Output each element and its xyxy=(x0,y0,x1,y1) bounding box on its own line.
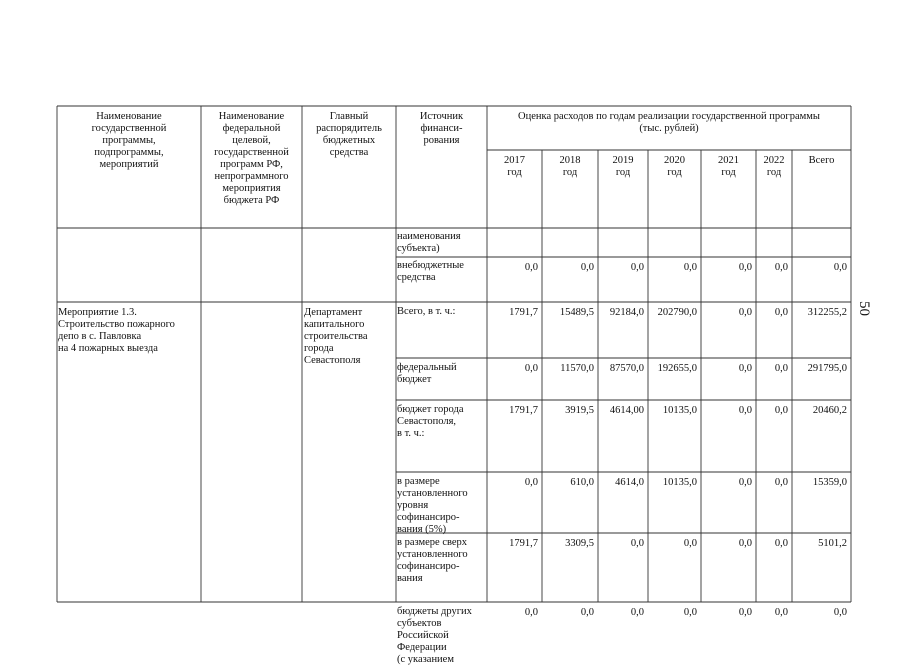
source-cell-line: бюджеты других xyxy=(397,606,472,617)
measure-name xyxy=(58,307,200,355)
measure-manager-line: Севастополя xyxy=(304,355,361,366)
source-cell-line: уровня xyxy=(397,500,429,511)
page-number: 50 xyxy=(856,301,872,316)
table-cell-value: 0,0 xyxy=(774,405,788,416)
header-year-5-line: 2022 xyxy=(763,155,785,166)
table-cell-value: 0,0 xyxy=(683,262,697,273)
table-cell-value: 291795,0 xyxy=(807,363,847,374)
measure-manager-line: города xyxy=(304,343,334,354)
table-cell-value: 0,0 xyxy=(774,363,788,374)
source-cell xyxy=(397,231,486,255)
measure-name-line: Строительство пожарного xyxy=(58,319,175,330)
measure-manager-line: капитального xyxy=(304,319,365,330)
header-federal-program-line: мероприятия xyxy=(222,183,281,194)
table-cell-value: 0,0 xyxy=(630,262,644,273)
source-cell xyxy=(397,306,486,318)
source-cell-line: вания xyxy=(397,573,423,584)
measure-name-line: депо в с. Павловка xyxy=(58,331,142,342)
header-manager xyxy=(302,111,396,159)
table-cell-value: 10135,0 xyxy=(662,477,697,488)
table-cell-value: 0,0 xyxy=(524,477,538,488)
table-cell-value: 0,0 xyxy=(833,262,847,273)
header-year-0-line: год xyxy=(507,167,522,178)
source-cell-line: вания (5%) xyxy=(397,524,447,535)
table-cell-value: 0,0 xyxy=(774,538,788,549)
header-year-2-line: год xyxy=(615,167,631,178)
header-source xyxy=(396,111,487,147)
table-cell-value: 1791,7 xyxy=(509,538,538,549)
source-cell-line: софинансиро- xyxy=(397,561,460,572)
source-cell-line: средства xyxy=(397,272,436,283)
header-year-6 xyxy=(792,155,851,167)
header-year-3 xyxy=(648,155,701,179)
header-estimate xyxy=(487,111,851,135)
source-cell-line: Всего, в т. ч.: xyxy=(397,306,456,317)
source-cell xyxy=(397,260,486,284)
source-cell-line: в т. ч.: xyxy=(397,428,425,439)
table-cell-value: 0,0 xyxy=(774,477,788,488)
header-federal-program-line: федеральной xyxy=(222,123,281,134)
source-cell-line: в размере xyxy=(397,476,440,487)
table-cell-value: 0,0 xyxy=(738,307,752,318)
header-estimate-line: (тыс. рублей) xyxy=(639,123,699,134)
source-cell-line: бюджет города xyxy=(397,404,464,415)
table-cell-value: 4614,0 xyxy=(615,477,644,488)
source-cell xyxy=(397,476,486,536)
source-cell-line: внебюджетные xyxy=(397,260,464,271)
header-year-3-line: год xyxy=(667,167,682,178)
measure-manager xyxy=(304,307,394,367)
table-cell-value: 0,0 xyxy=(833,607,847,618)
table-cell-value: 0,0 xyxy=(580,262,594,273)
table-cell-value: 4614,00 xyxy=(609,405,644,416)
header-year-2-line: 2019 xyxy=(612,155,634,166)
header-federal-program-line: государственной xyxy=(214,147,289,158)
header-year-0 xyxy=(487,155,542,179)
source-cell-line: федеральный xyxy=(397,362,457,373)
header-federal-program-line: программ РФ, xyxy=(220,159,283,170)
header-year-6-line: Всего xyxy=(808,155,835,166)
table-cell-value: 0,0 xyxy=(774,262,788,273)
source-cell xyxy=(397,606,486,666)
header-federal-program-line: бюджета РФ xyxy=(223,195,280,206)
table-cell-value: 0,0 xyxy=(738,607,752,618)
table-cell-value: 202790,0 xyxy=(657,307,697,318)
header-source-line: финанси- xyxy=(420,123,463,134)
header-program-name-line: программы, xyxy=(102,135,156,146)
source-cell-line: (с указанием xyxy=(397,654,454,665)
source-cell-line: бюджет xyxy=(397,374,432,385)
header-source-line: рования xyxy=(423,135,460,146)
header-year-1-line: 2018 xyxy=(559,155,581,166)
table-cell-value: 0,0 xyxy=(683,607,697,618)
table-cell-value: 0,0 xyxy=(524,607,538,618)
header-federal-program-line: целевой, xyxy=(232,135,271,146)
table-cell-value: 1791,7 xyxy=(509,307,538,318)
header-program-name-line: мероприятий xyxy=(99,159,159,170)
header-year-5-line: год xyxy=(766,167,782,178)
table-cell-value: 0,0 xyxy=(738,538,752,549)
header-manager-line: распорядитель xyxy=(316,123,382,134)
header-estimate-line: Оценка расходов по годам реализации государственной программы xyxy=(518,111,820,122)
source-cell-line: субъекта) xyxy=(397,243,440,254)
table-cell-value: 3919,5 xyxy=(565,405,594,416)
table-cell-value: 0,0 xyxy=(774,307,788,318)
header-year-4 xyxy=(701,155,756,179)
header-year-4-line: 2021 xyxy=(718,155,739,166)
header-manager-line: бюджетных xyxy=(322,135,376,146)
source-cell-line: установленного xyxy=(397,488,468,499)
source-cell-line: наименования xyxy=(397,231,461,242)
table-cell-value: 87570,0 xyxy=(609,363,644,374)
table-cell-value: 312255,2 xyxy=(807,307,847,318)
header-year-3-line: 2020 xyxy=(664,155,685,166)
source-cell xyxy=(397,404,486,440)
table-cell-value: 610,0 xyxy=(570,477,594,488)
header-program-name-line: подпрограммы, xyxy=(94,147,164,158)
table-cell-value: 11570,0 xyxy=(560,363,594,374)
table-cell-value: 0,0 xyxy=(630,538,644,549)
header-federal-program-line: непрограммного xyxy=(214,171,289,182)
table-cell-value: 15489,5 xyxy=(559,307,594,318)
table-cell-value: 0,0 xyxy=(738,262,752,273)
measure-manager-line: строительства xyxy=(304,331,368,342)
header-year-1-line: год xyxy=(562,167,578,178)
table-cell-value: 20460,2 xyxy=(812,405,847,416)
source-cell-line: софинансиро- xyxy=(397,512,460,523)
header-federal-program xyxy=(201,111,302,207)
header-manager-line: Главный xyxy=(329,111,369,122)
table-cell-value: 0,0 xyxy=(738,405,752,416)
header-year-2 xyxy=(598,155,648,179)
source-cell xyxy=(397,362,486,386)
header-program-name-line: государственной xyxy=(91,123,167,134)
table-cell-value: 10135,0 xyxy=(662,405,697,416)
table-cell-value: 15359,0 xyxy=(812,477,847,488)
source-cell-line: субъектов xyxy=(397,618,442,629)
table-cell-value: 192655,0 xyxy=(657,363,697,374)
source-cell-line: Севастополя, xyxy=(397,416,457,427)
source-cell-line: установленного xyxy=(397,549,468,560)
measure-manager-line: Департамент xyxy=(304,307,363,318)
header-year-4-line: год xyxy=(721,167,736,178)
header-year-0-line: 2017 xyxy=(504,155,525,166)
measure-name-line: Мероприятие 1.3. xyxy=(58,307,137,318)
measure-name-line: на 4 пожарных выезда xyxy=(58,343,158,354)
table-cell-value: 3309,5 xyxy=(565,538,594,549)
header-year-1 xyxy=(542,155,598,179)
table-cell-value: 0,0 xyxy=(580,607,594,618)
table-cell-value: 0,0 xyxy=(630,607,644,618)
table-cell-value: 0,0 xyxy=(683,538,697,549)
table-cell-value: 92184,0 xyxy=(609,307,644,318)
header-year-5 xyxy=(756,155,792,179)
source-cell-line: Российской xyxy=(397,630,449,641)
header-program-name-line: Наименование xyxy=(96,111,162,122)
table-cell-value: 1791,7 xyxy=(509,405,538,416)
source-cell-line: в размере сверх xyxy=(397,537,468,548)
source-cell-line: Федерации xyxy=(397,642,447,653)
table-cell-value: 0,0 xyxy=(738,477,752,488)
table-cell-value: 0,0 xyxy=(774,607,788,618)
table-cell-value: 0,0 xyxy=(738,363,752,374)
table-cell-value: 0,0 xyxy=(524,363,538,374)
header-source-line: Источник xyxy=(419,111,464,122)
table-cell-value: 5101,2 xyxy=(818,538,847,549)
table-cell-value: 0,0 xyxy=(524,262,538,273)
source-cell xyxy=(397,537,486,585)
header-manager-line: средства xyxy=(329,147,369,158)
header-federal-program-line: Наименование xyxy=(218,111,285,122)
header-program-name xyxy=(57,111,201,171)
